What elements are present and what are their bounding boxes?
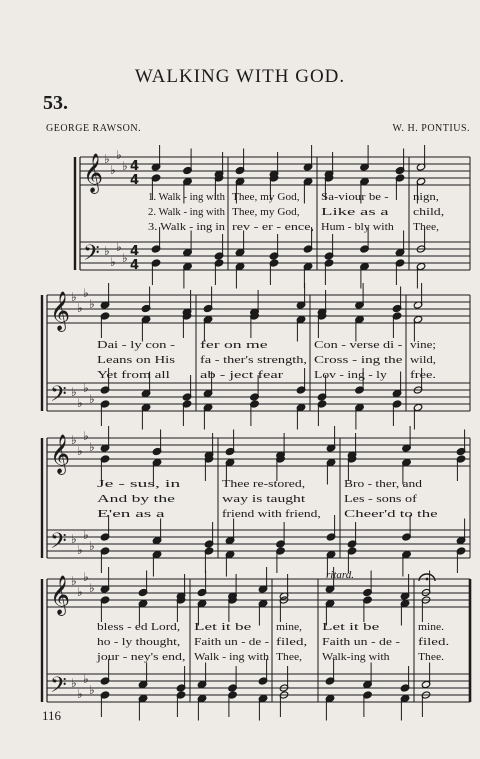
system-3-key-signature: ♭ <box>83 429 89 443</box>
system-3-key-signature: ♭ <box>83 528 89 542</box>
system-1-bass-clef: 𝄢 <box>83 241 100 271</box>
lyric-v1-m1: Dai - ly con - <box>97 340 175 351</box>
time-signature-bottom: 4 <box>130 258 140 273</box>
time-signature-bottom: 4 <box>130 173 140 188</box>
time-signature-top: 4 <box>130 244 140 259</box>
lyric-v2-m3: filed, <box>276 637 308 648</box>
lyric-v2-m1: ho - ly thought, <box>97 637 181 648</box>
system-3-key-signature: ♭ <box>89 539 95 553</box>
lyric-v2-m3: Cross - ing the <box>314 355 404 366</box>
lyric-v2-m2: way is taught <box>222 494 306 505</box>
hymn-number: 53. <box>43 92 68 114</box>
lyric-v2-m3: Les - sons of <box>344 494 418 505</box>
lyric-v1-m1: 1. Walk - ing with <box>148 192 225 203</box>
system-2-bass-clef: 𝄢 <box>50 382 67 412</box>
composer-credit: W. H. PONTIUS. <box>392 123 470 134</box>
lyric-v2-m1: 2. Walk - ing with <box>148 207 225 218</box>
ritard-marking: ritard. <box>326 569 355 581</box>
lyric-v1-m2: Thee, my God, <box>232 192 300 203</box>
lyric-v3-m1: Yet from all <box>97 370 171 381</box>
lyric-v1-m2: Let it be <box>194 622 253 633</box>
lyric-v2-m1: Leans on His <box>97 355 176 366</box>
lyric-v3-m2: friend with friend, <box>222 509 321 520</box>
lyric-v2-m5: filed. <box>418 637 450 648</box>
system-4-key-signature: ♭ <box>77 687 83 701</box>
lyric-v1-m3: Sa-viour be - <box>321 192 389 203</box>
lyric-v1-m1: bless - ed Lord, <box>97 622 181 633</box>
system-2-key-signature: ♭ <box>77 396 83 410</box>
system-3-key-signature: ♭ <box>71 532 77 546</box>
system-3-key-signature: ♭ <box>77 543 83 557</box>
system-2-key-signature: ♭ <box>89 392 95 406</box>
system-4-treble-clef: 𝄞 <box>50 575 71 615</box>
lyric-v1-m3: Con - verse di - <box>314 340 403 351</box>
system-4-key-signature: ♭ <box>89 683 95 697</box>
system-2-treble-clef: 𝄞 <box>50 291 71 331</box>
lyric-v3-m4: free. <box>410 370 436 381</box>
lyric-v3-m1: 3. Walk - ing in <box>148 222 225 233</box>
system-3-key-signature: ♭ <box>89 440 95 454</box>
system-2-key-signature: ♭ <box>89 297 95 311</box>
system-3-key-signature: ♭ <box>77 444 83 458</box>
lyric-v1-m3: Bro - ther, and <box>344 479 422 490</box>
system-3-treble-clef: 𝄞 <box>50 434 71 474</box>
system-1-treble-clef: 𝄞 <box>83 153 104 193</box>
lyric-v1-m4: vine; <box>410 340 437 351</box>
lyric-v3-m4: Thee, <box>413 222 439 233</box>
lyric-v2-m2: Thee, my God, <box>232 207 300 218</box>
lyric-v1-m2: Thee re-stored, <box>222 479 306 490</box>
lyric-v1-m1: Je - sus, in <box>97 479 181 490</box>
system-1-key-signature: ♭ <box>104 244 110 258</box>
lyric-v1-m4: nign, <box>413 192 439 203</box>
lyric-v2-m4: Faith un - de - <box>322 637 400 648</box>
system-4-key-signature: ♭ <box>77 585 83 599</box>
system-4-bass-clef: 𝄢 <box>50 673 67 703</box>
system-4-key-signature: ♭ <box>83 570 89 584</box>
lyric-v1-m4: Let it be <box>322 622 381 633</box>
fermata-dot <box>426 578 429 581</box>
system-1-key-signature: ♭ <box>116 148 122 162</box>
system-4-key-signature: ♭ <box>71 574 77 588</box>
system-1-key-signature: ♭ <box>110 163 116 177</box>
lyric-v1-m3: mine, <box>276 622 302 633</box>
lyric-v1-m5: mine. <box>418 622 444 633</box>
time-signature-top: 4 <box>130 159 140 174</box>
lyric-v1-m2: fer on me <box>200 340 269 351</box>
system-1-key-signature: ♭ <box>110 255 116 269</box>
lyric-v3-m3: Lov - ing - ly <box>314 370 387 381</box>
lyric-v3-m3: Cheer'd to the <box>344 509 439 520</box>
system-4-key-signature: ♭ <box>71 676 77 690</box>
system-2-key-signature: ♭ <box>83 381 89 395</box>
system-2-key-signature: ♭ <box>83 286 89 300</box>
system-2-key-signature: ♭ <box>71 385 77 399</box>
lyric-v3-m3: Hum - bly with <box>321 222 394 233</box>
lyric-v2-m3: Like as a <box>321 207 390 218</box>
lyric-v3-m5: Thee. <box>418 652 444 663</box>
system-2-key-signature: ♭ <box>77 301 83 315</box>
lyric-v2-m2: Faith un - de - <box>194 637 269 648</box>
hymn-title: WALKING WITH GOD. <box>134 66 346 87</box>
system-4-key-signature: ♭ <box>83 672 89 686</box>
lyric-v3-m2: ab - ject fear <box>200 370 285 381</box>
system-3-bass-clef: 𝄢 <box>50 529 67 559</box>
page-number: 116 <box>42 708 62 723</box>
system-2-key-signature: ♭ <box>71 290 77 304</box>
system-1-key-signature: ♭ <box>122 159 128 173</box>
lyric-v2-m4: child, <box>413 207 445 218</box>
lyric-v3-m1: E'en as a <box>97 509 166 520</box>
system-1-key-signature: ♭ <box>104 152 110 166</box>
lyric-v3-m3: Thee, <box>276 652 302 663</box>
lyric-v3-m1: jour - ney's end, <box>95 652 186 663</box>
author-credit: GEORGE RAWSON. <box>46 123 142 134</box>
system-1-key-signature: ♭ <box>122 251 128 265</box>
system-1-key-signature: ♭ <box>116 240 122 254</box>
lyric-v3-m2: Walk - ing with <box>194 652 269 663</box>
lyric-v3-m2: rev - er - ence, <box>232 222 314 233</box>
lyric-v3-m4: Walk-ing with <box>322 652 390 663</box>
system-3-key-signature: ♭ <box>71 433 77 447</box>
system-4-key-signature: ♭ <box>89 581 95 595</box>
lyric-v2-m2: fa - ther's strength, <box>200 355 307 366</box>
lyric-v2-m4: wild, <box>410 355 436 366</box>
lyric-v2-m1: And by the <box>97 494 176 505</box>
